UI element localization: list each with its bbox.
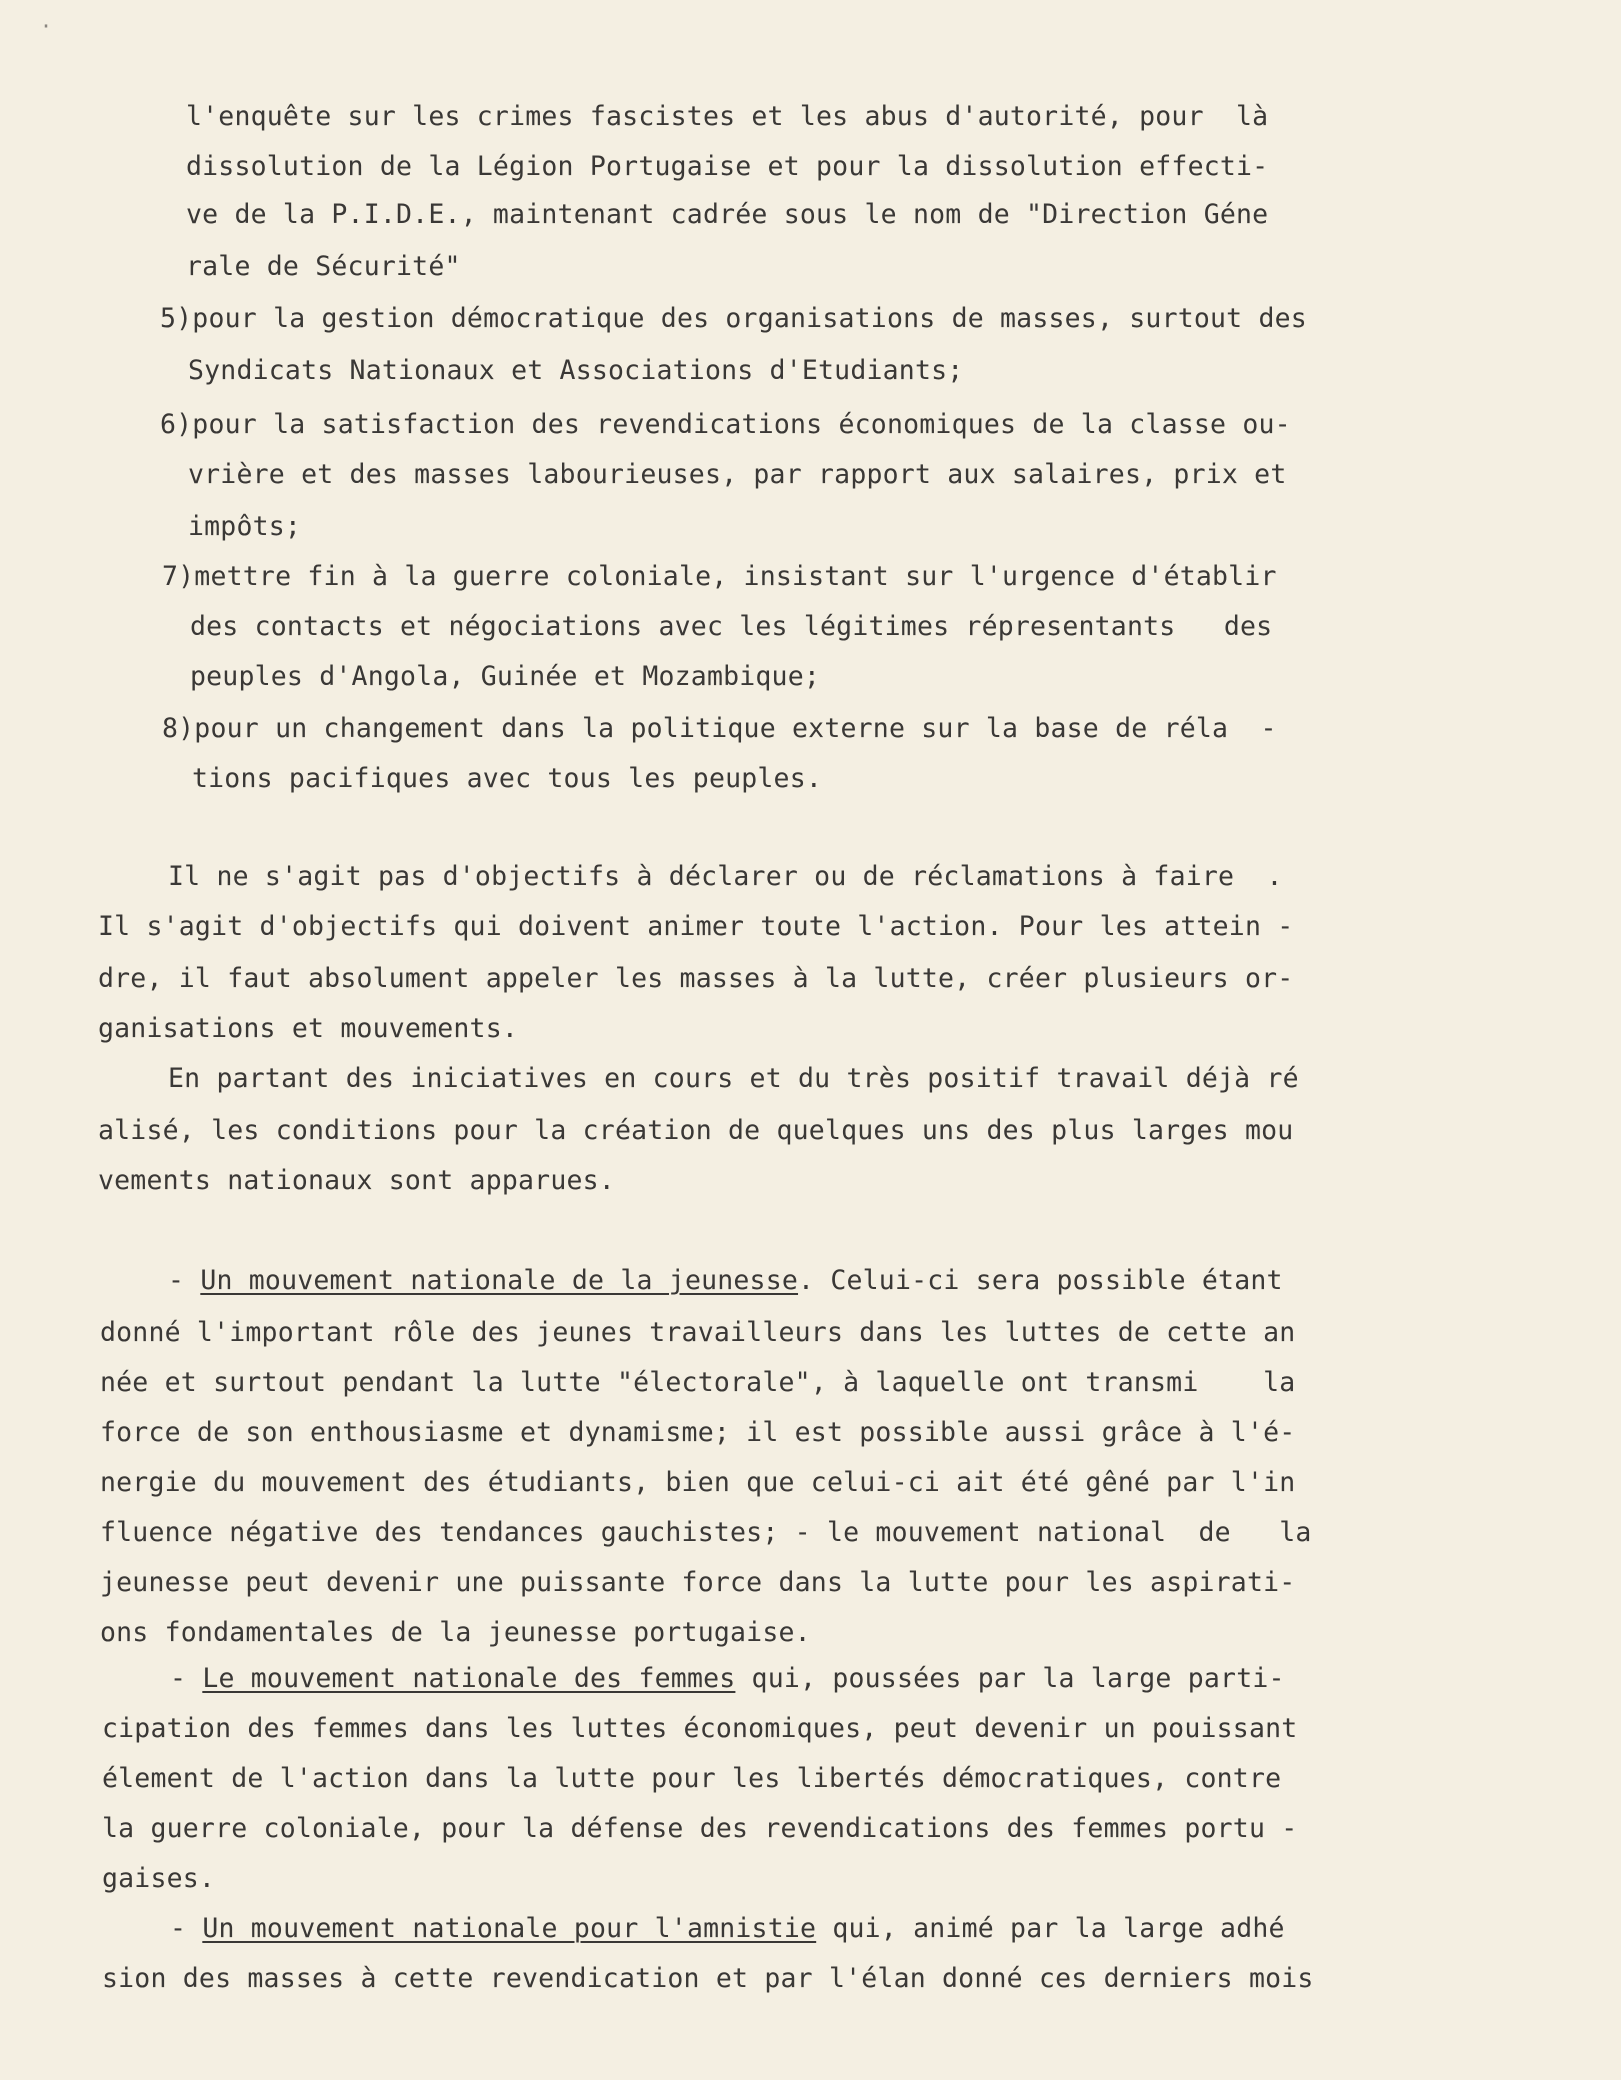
text-line: rale de Sécurité" — [186, 251, 461, 282]
paragraph-line: alisé, les conditions pour la création de quelques uns des plus larges mou — [98, 1115, 1294, 1146]
paragraph-line: fluence négative des tendances gauchistes; - le mouvement national de la — [100, 1517, 1312, 1548]
paragraph-line: En partant des iniciatives en cours et du très positif travail déjà ré — [168, 1063, 1299, 1094]
paragraph-line: sion des masses à cette revendication et par l'élan donné ces derniers mois — [102, 1963, 1314, 1994]
paragraph-line: ons fondamentales de la jeunesse portugaise. — [100, 1617, 811, 1648]
paragraph-line: Il s'agit d'objectifs qui doivent animer toute l'action. Pour les attein - — [98, 911, 1294, 942]
section-text: qui, poussées par la large parti- — [735, 1663, 1285, 1694]
text-line: vrière et des masses labourieuses, par rapport aux salaires, prix et — [188, 459, 1287, 490]
list-item: 5)pour la gestion démocratique des organisations de masses, surtout des — [160, 303, 1307, 334]
section-text: qui, animé par la large adhé — [816, 1913, 1285, 1944]
list-item: 8)pour un changement dans la politique externe sur la base de réla - — [162, 713, 1277, 744]
paragraph-line: vements nationaux sont apparues. — [98, 1165, 615, 1196]
section-dash: - — [168, 1265, 201, 1296]
text-line: tions pacifiques avec tous les peuples. — [192, 763, 823, 794]
paragraph-line: la guerre coloniale, pour la défense des revendications des femmes portu - — [102, 1813, 1298, 1844]
section-heading-youth: Un mouvement nationale de la jeunesse — [200, 1265, 799, 1296]
section-heading-amnesty: Un mouvement nationale pour l'amnistie — [202, 1913, 817, 1944]
section-youth — [168, 1264, 1283, 1298]
paragraph-line: jeunesse peut devenir une puissante force dans la lutte pour les aspirati- — [100, 1567, 1296, 1598]
section-heading-women: Le mouvement nationale des femmes — [202, 1663, 736, 1694]
paragraph-line: Il ne s'agit pas d'objectifs à déclarer ou de réclamations à faire . — [168, 861, 1283, 892]
paper-mark: · — [40, 14, 53, 38]
paragraph-line: force de son enthousiasme et dynamisme; il est possible aussi grâce à l'é- — [100, 1417, 1296, 1448]
paragraph-line: dre, il faut absolument appeler les masses à la lutte, créer plusieurs or- — [98, 963, 1294, 994]
text-line: l'enquête sur les crimes fascistes et les abus d'autorité, pour là — [186, 101, 1269, 132]
paragraph-line: donné l'important rôle des jeunes travailleurs dans les luttes de cette an — [100, 1317, 1296, 1348]
section-text: . Celui-ci sera possible étant — [798, 1265, 1283, 1296]
list-item: 6)pour la satisfaction des revendications économiques de la classe ou- — [160, 409, 1291, 440]
section-dash: - — [170, 1663, 203, 1694]
section-amnesty — [170, 1912, 1285, 1946]
paragraph-line: gaises. — [102, 1863, 216, 1894]
list-item: 7)mettre fin à la guerre coloniale, insistant sur l'urgence d'établir — [162, 561, 1277, 592]
section-dash: - — [170, 1913, 203, 1944]
text-line: impôts; — [188, 511, 302, 542]
text-line: Syndicats Nationaux et Associations d'Etudiants; — [188, 355, 964, 386]
paragraph-line: élement de l'action dans la lutte pour les libertés démocratiques, contre — [102, 1763, 1282, 1794]
text-line: des contacts et négociations avec les légitimes répresentants des — [190, 611, 1273, 642]
paragraph-line: née et surtout pendant la lutte "électorale", à laquelle ont transmi la — [100, 1367, 1296, 1398]
section-women — [170, 1662, 1285, 1696]
text-line: ve de la P.I.D.E., maintenant cadrée sous le nom de "Direction Géne — [186, 199, 1269, 230]
text-line: dissolution de la Légion Portugaise et pour la dissolution effecti- — [186, 151, 1269, 182]
text-line: peuples d'Angola, Guinée et Mozambique; — [190, 661, 821, 692]
paragraph-line: nergie du mouvement des étudiants, bien que celui-ci ait été gêné par l'in — [100, 1467, 1296, 1498]
paragraph-line: ganisations et mouvements. — [98, 1013, 519, 1044]
paragraph-line: cipation des femmes dans les luttes économiques, peut devenir un pouissant — [102, 1713, 1298, 1744]
